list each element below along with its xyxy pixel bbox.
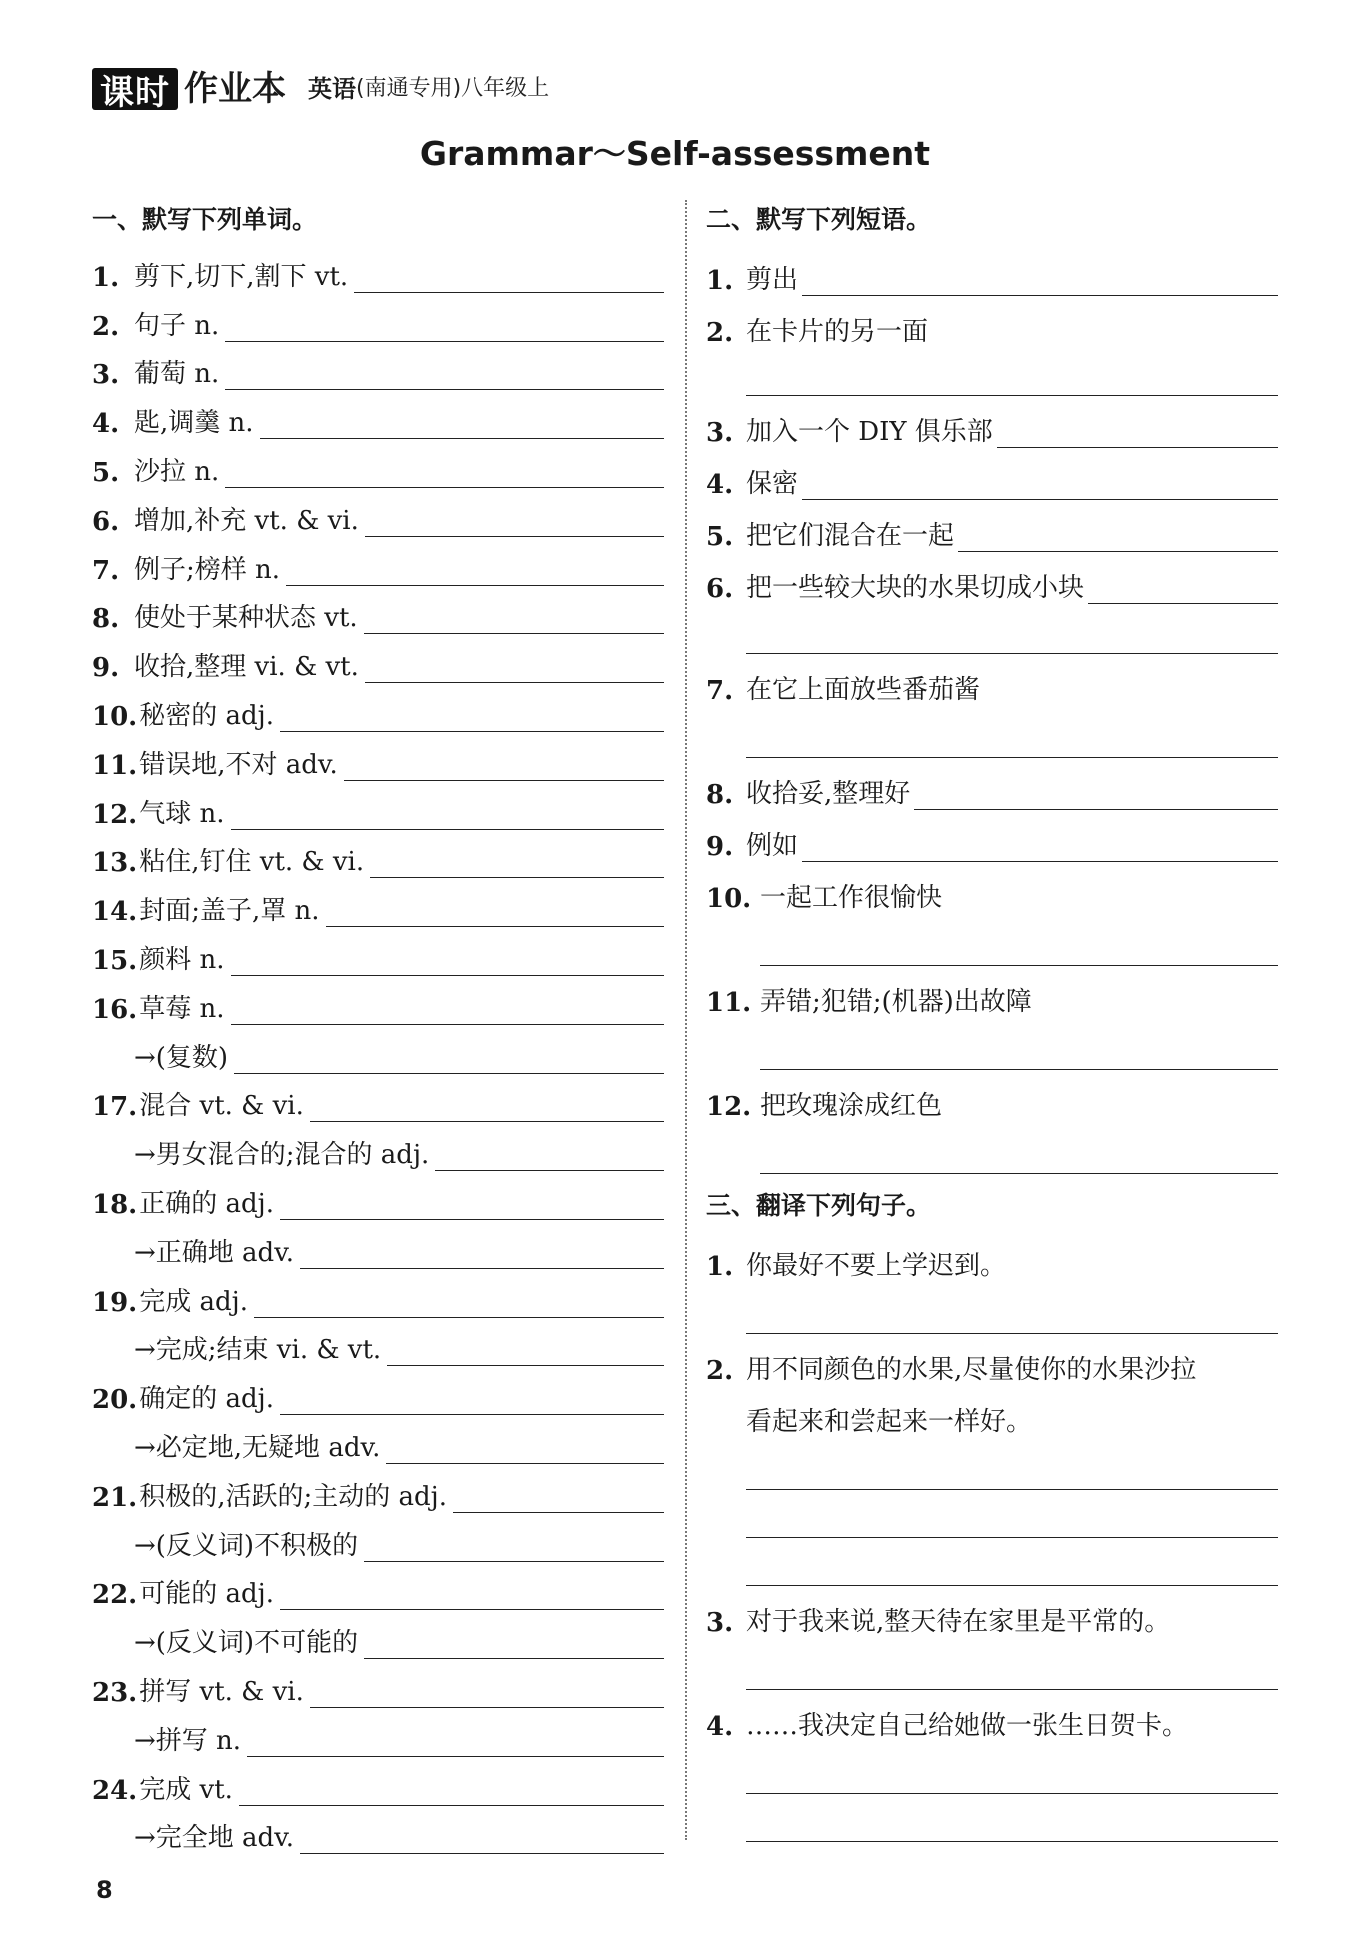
word-derivative xyxy=(92,1610,664,1659)
item-text: 积极的,活跃的;主动的 adj. xyxy=(139,1481,447,1512)
answer-blank[interactable] xyxy=(247,1726,664,1757)
column-divider xyxy=(685,200,687,1840)
item-number: 4. xyxy=(706,1712,734,1742)
sentence-item xyxy=(706,1230,1278,1282)
word-item xyxy=(92,293,664,342)
section-title-translate: 三、翻译下列句子。 xyxy=(706,1191,932,1220)
item-number: 2. xyxy=(706,318,734,348)
item-text: 确定的 adj. xyxy=(139,1384,274,1415)
answer-blank[interactable] xyxy=(802,469,1278,500)
answer-blank[interactable] xyxy=(364,1628,664,1659)
answer-blank[interactable] xyxy=(234,1043,664,1074)
item-text: →(复数) xyxy=(134,1042,229,1073)
item-text: 气球 n. xyxy=(139,798,225,829)
answer-blank[interactable] xyxy=(760,1068,1278,1070)
item-text: 秘密的 adj. xyxy=(139,700,274,731)
word-item xyxy=(92,1366,664,1415)
item-number: 10. xyxy=(706,884,752,914)
item-text: 剪出 xyxy=(746,265,799,295)
answer-blank[interactable] xyxy=(760,964,1278,966)
sentence-item xyxy=(706,1334,1278,1386)
item-text: 沙拉 n. xyxy=(134,456,220,487)
item-number: 18. xyxy=(92,1189,138,1220)
word-item xyxy=(92,1269,664,1318)
words-list xyxy=(92,244,664,1854)
item-text: 一起工作很愉快 xyxy=(760,883,943,913)
item-text: 收拾,整理 vi. & vt. xyxy=(134,652,359,683)
item-number: 13. xyxy=(92,848,138,879)
answer-blank[interactable] xyxy=(746,652,1278,654)
answer-blank[interactable] xyxy=(354,262,664,293)
answer-blank[interactable] xyxy=(435,1140,664,1171)
answer-blank[interactable] xyxy=(746,1840,1278,1842)
answer-blank[interactable] xyxy=(914,779,1278,810)
item-text: →完成;结束 vi. & vt. xyxy=(134,1335,382,1366)
item-text: 混合 vt. & vi. xyxy=(139,1091,304,1122)
item-text: 拼写 vt. & vi. xyxy=(139,1676,304,1707)
word-derivative xyxy=(92,1122,664,1171)
answer-blank[interactable] xyxy=(746,394,1278,396)
sentence-item xyxy=(706,1690,1278,1742)
word-item xyxy=(92,439,664,488)
item-text: 粘住,钉住 vt. & vi. xyxy=(139,847,365,878)
word-item xyxy=(92,586,664,635)
answer-blank[interactable] xyxy=(326,896,664,927)
item-number: 5. xyxy=(706,522,734,552)
word-derivative xyxy=(92,1025,664,1074)
item-text: 颜料 n. xyxy=(139,944,225,975)
sentence-item xyxy=(706,1586,1278,1638)
item-number: 8. xyxy=(706,780,734,810)
phrase-item xyxy=(706,758,1278,810)
item-number: 16. xyxy=(92,994,138,1025)
answer-blank[interactable] xyxy=(746,1688,1278,1690)
item-number: 6. xyxy=(706,574,734,604)
answer-blank[interactable] xyxy=(802,265,1278,296)
phrase-item xyxy=(706,448,1278,500)
word-item xyxy=(92,878,664,927)
item-text: 把它们混合在一起 xyxy=(746,521,955,551)
item-number: 22. xyxy=(92,1580,138,1611)
item-number: 4. xyxy=(92,409,120,440)
item-number: 11. xyxy=(706,988,752,1018)
item-text: 正确的 adj. xyxy=(139,1188,274,1219)
page-number: 8 xyxy=(96,1876,113,1904)
answer-blank[interactable] xyxy=(1088,573,1278,604)
answer-blank[interactable] xyxy=(280,1384,664,1415)
item-text: 保密 xyxy=(746,469,799,499)
answer-blank[interactable] xyxy=(997,417,1278,448)
phrase-item xyxy=(706,552,1278,604)
item-number: 19. xyxy=(92,1287,138,1318)
page-title: Grammar～Self-assessment xyxy=(419,134,931,173)
book-detail: (南通专用)八年级上 xyxy=(356,76,550,101)
answer-blank[interactable] xyxy=(231,994,664,1025)
answer-blank[interactable] xyxy=(286,555,664,586)
item-number: 5. xyxy=(92,457,120,488)
word-item xyxy=(92,1562,664,1611)
book-subject: 英语 xyxy=(308,75,356,103)
item-number: 7. xyxy=(706,676,734,706)
item-number: 10. xyxy=(92,701,138,732)
answer-blank[interactable] xyxy=(386,1433,664,1464)
word-item xyxy=(92,830,664,879)
item-number: 3. xyxy=(706,1608,734,1638)
phrase-item xyxy=(706,244,1278,296)
answer-blank[interactable] xyxy=(225,359,664,390)
word-derivative xyxy=(92,1806,664,1855)
item-text: →男女混合的;混合的 adj. xyxy=(134,1140,430,1171)
item-text: 使处于某种状态 vt. xyxy=(134,603,358,634)
item-text: 完成 adj. xyxy=(139,1286,248,1317)
answer-blank[interactable] xyxy=(300,1823,664,1854)
item-text: 句子 n. xyxy=(134,310,220,341)
answer-blank[interactable] xyxy=(280,1189,664,1220)
item-text: 例如 xyxy=(746,831,799,861)
answer-blank[interactable] xyxy=(231,799,664,830)
item-text: 剪下,切下,割下 vt. xyxy=(134,261,349,292)
item-number: 7. xyxy=(92,555,120,586)
answer-blank[interactable] xyxy=(310,1677,664,1708)
answer-blank[interactable] xyxy=(364,1531,664,1562)
item-number: 14. xyxy=(92,897,138,928)
item-number: 4. xyxy=(706,470,734,500)
item-number: 1. xyxy=(706,266,734,296)
item-text: 把玫瑰涂成红色 xyxy=(760,1091,943,1121)
answer-blank[interactable] xyxy=(310,1091,664,1122)
word-item xyxy=(92,1074,664,1123)
word-derivative xyxy=(92,1415,664,1464)
word-item xyxy=(92,342,664,391)
right-column xyxy=(706,196,1278,1842)
item-number: 2. xyxy=(92,311,120,342)
item-text: →完全地 adv. xyxy=(134,1823,295,1854)
item-number: 23. xyxy=(92,1677,138,1708)
answer-blank[interactable] xyxy=(280,701,664,732)
answer-blank[interactable] xyxy=(300,1238,664,1269)
item-text: 对于我来说,整天待在家里是平常的。 xyxy=(746,1607,1171,1637)
word-item xyxy=(92,927,664,976)
brand-logo: 课时 xyxy=(92,68,178,110)
item-text: 葡萄 n. xyxy=(134,359,220,390)
word-derivative xyxy=(92,1513,664,1562)
item-number: 9. xyxy=(92,653,120,684)
item-text: →必定地,无疑地 adv. xyxy=(134,1432,381,1463)
item-text: →正确地 adv. xyxy=(134,1237,295,1268)
item-text: ……我决定自己给她做一张生日贺卡。 xyxy=(746,1711,1189,1741)
item-text: 加入一个 DIY 俱乐部 xyxy=(746,417,993,447)
word-derivative xyxy=(92,1318,664,1367)
item-number: 15. xyxy=(92,945,138,976)
item-number: 1. xyxy=(92,262,120,293)
section-title-words: 一、默写下列单词。 xyxy=(92,205,318,234)
answer-blank[interactable] xyxy=(370,847,664,878)
answer-blank[interactable] xyxy=(365,652,664,683)
word-derivative xyxy=(92,1220,664,1269)
word-derivative xyxy=(92,1708,664,1757)
answer-blank[interactable] xyxy=(364,603,664,634)
item-text: →(反义词)不积极的 xyxy=(134,1530,359,1561)
item-text: 增加,补充 vt. & vi. xyxy=(134,505,359,536)
phrase-item xyxy=(706,862,1278,914)
answer-blank[interactable] xyxy=(958,521,1278,552)
item-text: 在卡片的另一面 xyxy=(746,317,929,347)
answer-blank[interactable] xyxy=(802,831,1278,862)
word-item xyxy=(92,732,664,781)
item-number: 3. xyxy=(706,418,734,448)
item-number: 11. xyxy=(92,750,138,781)
word-item xyxy=(92,537,664,586)
item-text: 你最好不要上学迟到。 xyxy=(746,1251,1007,1281)
item-number: 2. xyxy=(706,1356,734,1386)
item-number: 9. xyxy=(706,832,734,862)
book-header xyxy=(92,64,550,113)
item-number: 12. xyxy=(92,799,138,830)
item-text: 收拾妥,整理好 xyxy=(746,779,911,809)
answer-blank[interactable] xyxy=(746,1792,1278,1794)
item-number: 6. xyxy=(92,506,120,537)
item-number: 24. xyxy=(92,1775,138,1806)
item-text: 完成 vt. xyxy=(139,1774,233,1805)
item-text: 草莓 n. xyxy=(139,993,225,1024)
answer-blank[interactable] xyxy=(225,311,664,342)
item-number: 20. xyxy=(92,1385,138,1416)
item-number: 3. xyxy=(92,360,120,391)
answer-blank[interactable] xyxy=(344,750,664,781)
item-number: 1. xyxy=(706,1252,734,1282)
phrase-item xyxy=(706,296,1278,348)
left-column xyxy=(92,196,664,1854)
item-text: 看起来和尝起来一样好。 xyxy=(746,1407,1033,1437)
phrase-item xyxy=(706,396,1278,448)
phrase-item xyxy=(706,654,1278,706)
answer-blank[interactable] xyxy=(746,1488,1278,1490)
word-item xyxy=(92,488,664,537)
answer-blank[interactable] xyxy=(225,457,664,488)
answer-blank[interactable] xyxy=(260,408,664,439)
item-text: 把一些较大块的水果切成小块 xyxy=(746,573,1085,603)
section-title-phrases: 二、默写下列短语。 xyxy=(706,205,932,234)
answer-blank[interactable] xyxy=(231,945,664,976)
word-item xyxy=(92,390,664,439)
item-text: 在它上面放些番茄酱 xyxy=(746,675,981,705)
answer-blank[interactable] xyxy=(280,1579,664,1610)
item-text: 用不同颜色的水果,尽量使你的水果沙拉 xyxy=(746,1355,1197,1385)
word-item xyxy=(92,1757,664,1806)
word-item xyxy=(92,634,664,683)
series-name: 作业本 xyxy=(184,69,286,109)
item-number: 8. xyxy=(92,604,120,635)
word-item xyxy=(92,1659,664,1708)
answer-blank[interactable] xyxy=(746,1584,1278,1586)
word-item xyxy=(92,976,664,1025)
phrase-item xyxy=(706,1070,1278,1122)
word-item xyxy=(92,1464,664,1513)
item-text: →(反义词)不可能的 xyxy=(134,1628,359,1659)
phrase-item xyxy=(706,810,1278,862)
answer-blank[interactable] xyxy=(760,1172,1278,1174)
item-number: 21. xyxy=(92,1482,138,1513)
item-text: 弄错;犯错;(机器)出故障 xyxy=(760,987,1032,1017)
phrase-item xyxy=(706,500,1278,552)
answer-blank[interactable] xyxy=(453,1482,664,1513)
item-text: 可能的 adj. xyxy=(139,1579,274,1610)
word-item xyxy=(92,781,664,830)
answer-blank[interactable] xyxy=(746,756,1278,758)
item-text: 封面;盖子,罩 n. xyxy=(139,896,320,927)
answer-blank[interactable] xyxy=(239,1775,664,1806)
answer-blank[interactable] xyxy=(365,506,664,537)
word-item xyxy=(92,244,664,293)
word-item xyxy=(92,1171,664,1220)
answer-blank[interactable] xyxy=(746,1536,1278,1538)
item-text: 错误地,不对 adv. xyxy=(139,749,338,780)
item-text: 例子;榜样 n. xyxy=(134,554,281,585)
item-text: →拼写 n. xyxy=(134,1725,242,1756)
sentence-continuation xyxy=(706,1386,1278,1438)
answer-blank[interactable] xyxy=(254,1287,664,1318)
answer-blank[interactable] xyxy=(387,1335,664,1366)
item-text: 匙,调羹 n. xyxy=(134,408,254,439)
item-number: 12. xyxy=(706,1092,752,1122)
phrase-item xyxy=(706,966,1278,1018)
item-number: 17. xyxy=(92,1092,138,1123)
word-item xyxy=(92,683,664,732)
answer-blank[interactable] xyxy=(746,1332,1278,1334)
